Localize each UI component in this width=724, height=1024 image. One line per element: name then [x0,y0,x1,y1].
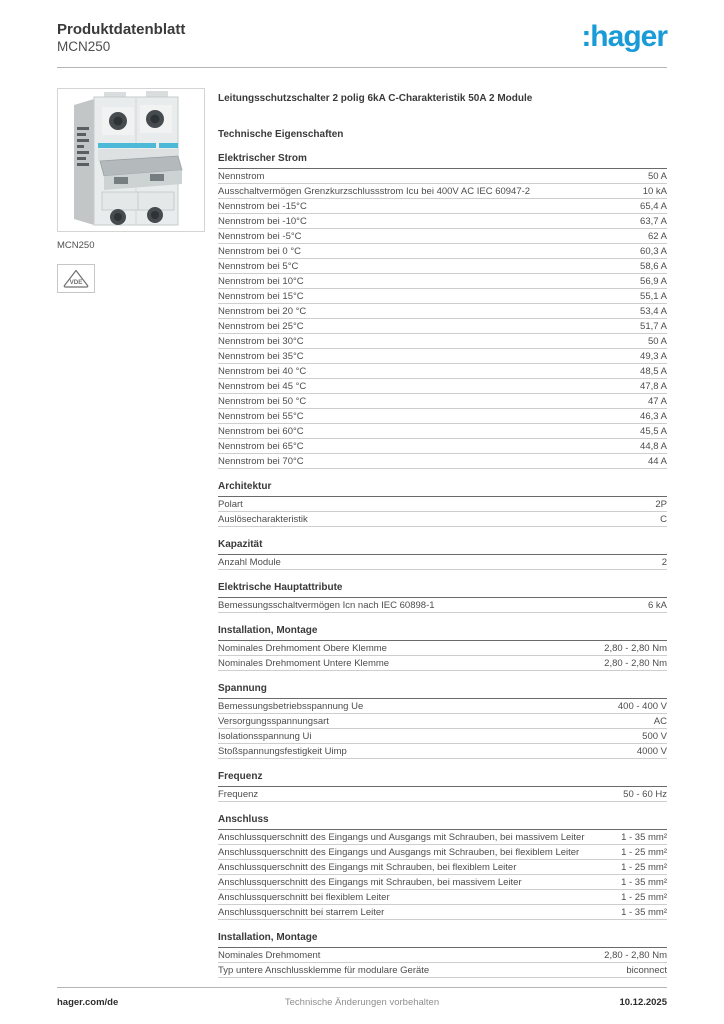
row-value: 58,6 A [640,260,667,272]
table-row [218,184,667,199]
section-heading: Installation, Montage [218,932,667,948]
row-label: Stoßspannungsfestigkeit Uimp [218,745,347,757]
row-label: Anschlussquerschnitt des Eingangs und Ausgangs mit Schrauben, bei massivem Leiter [218,831,585,843]
row-label: Nennstrom bei 15°C [218,290,304,302]
table-row [218,512,667,527]
row-value: 48,5 A [640,365,667,377]
row-value: 44 A [647,455,667,467]
product-code: MCN250 [57,39,111,54]
table-row [218,289,667,304]
row-label: Nennstrom bei 40 °C [218,365,307,377]
row-label: Nennstrom bei 25°C [218,320,304,332]
row-label: Frequenz [218,788,259,800]
row-label: Nominales Drehmoment [218,949,321,961]
row-value: 2,80 - 2,80 Nm [604,642,667,654]
row-label: Nennstrom bei 50 °C [218,395,307,407]
spec-section [218,683,667,759]
row-value: 6 kA [647,599,667,611]
row-label: Nennstrom [218,170,265,182]
row-value: 2,80 - 2,80 Nm [604,657,667,669]
footer-inner [57,997,667,1008]
row-label: Nennstrom bei 5°C [218,260,299,272]
row-label: Nominales Drehmoment Obere Klemme [218,642,387,654]
vde-certification-box [57,264,95,293]
row-value: C [660,513,667,525]
row-value: 1 - 35 mm² [621,831,667,843]
row-label: Nennstrom bei 0 °C [218,245,301,257]
row-label: Auslösecharakteristik [218,513,308,525]
spec-section [218,481,667,527]
section-heading: Anschluss [218,814,667,830]
header-divider [57,67,667,68]
row-label: Anzahl Module [218,556,281,568]
spec-section [218,814,667,920]
row-label: Nennstrom bei 10°C [218,275,304,287]
row-label: Nennstrom bei -10°C [218,215,307,227]
table-row [218,714,667,729]
row-value: 500 V [642,730,667,742]
row-value: 50 A [647,170,667,182]
row-label: Nennstrom bei -15°C [218,200,307,212]
row-value: 4000 V [636,745,667,757]
table-row [218,845,667,860]
hager-logo: :hager [581,20,667,53]
table-row [218,875,667,890]
spec-section [218,153,667,469]
footer-date: 10.12.2025 [619,997,667,1008]
spec-section [218,771,667,802]
product-image-caption: MCN250 [57,240,95,251]
row-label: Nennstrom bei 45 °C [218,380,307,392]
row-value: 50 - 60 Hz [623,788,667,800]
row-value: 60,3 A [640,245,667,257]
row-label: Anschlussquerschnitt bei starrem Leiter [218,906,385,918]
table-row [218,229,667,244]
row-value: 10 kA [642,185,667,197]
row-label: Ausschaltvermögen Grenzkurzschlussstrom Icu bei 400V AC IEC 60947-2 [218,185,531,197]
row-label: Nennstrom bei 65°C [218,440,304,452]
table-row [218,274,667,289]
table-row [218,394,667,409]
row-value: 1 - 35 mm² [621,876,667,888]
row-label: Versorgungsspannungsart [218,715,329,727]
spec-section [218,539,667,570]
section-heading: Spannung [218,683,667,699]
table-row [218,830,667,845]
row-label: Nennstrom bei 55°C [218,410,304,422]
row-label: Anschlussquerschnitt bei flexiblem Leiter [218,891,390,903]
spec-section [218,932,667,978]
row-label: Nennstrom bei 70°C [218,455,304,467]
row-value: 2P [655,498,667,510]
table-row [218,890,667,905]
section-heading: Elektrische Hauptattribute [218,582,667,598]
footer-disclaimer: Technische Änderungen vorbehalten [284,997,440,1008]
row-value: 55,1 A [640,290,667,302]
row-label: Bemessungsschaltvermögen Icn nach IEC 60898-1 [218,599,435,611]
table-row [218,169,667,184]
circuit-breaker-image [58,89,204,231]
row-label: Anschlussquerschnitt des Eingangs mit Schrauben, bei flexiblem Leiter [218,861,517,873]
table-row [218,439,667,454]
table-row [218,860,667,875]
row-value: 62 A [647,230,667,242]
row-value: biconnect [626,964,667,976]
table-row [218,424,667,439]
row-value: 1 - 25 mm² [621,846,667,858]
technical-characteristics-title: Technische Eigenschaften [218,129,344,140]
row-value: 2,80 - 2,80 Nm [604,949,667,961]
table-row [218,729,667,744]
row-label: Polart [218,498,243,510]
row-value: 49,3 A [640,350,667,362]
table-row [218,555,667,570]
row-label: Nennstrom bei -5°C [218,230,302,242]
footer [57,987,667,1008]
product-description-title: Leitungsschutzschalter 2 polig 6kA C-Charakteristik 50A 2 Module [218,93,533,104]
table-row [218,214,667,229]
product-image-box [57,88,205,232]
row-value: 400 - 400 V [617,700,667,712]
row-value: AC [653,715,667,727]
row-label: Bemessungsbetriebsspannung Ue [218,700,364,712]
main-content [218,88,667,978]
row-value: 1 - 35 mm² [621,906,667,918]
spec-sections [218,153,667,978]
row-value: 51,7 A [640,320,667,332]
row-value: 56,9 A [640,275,667,287]
table-row [218,963,667,978]
table-row [218,948,667,963]
table-row [218,334,667,349]
table-row [218,349,667,364]
row-label: Nominales Drehmoment Untere Klemme [218,657,390,669]
row-label: Nennstrom bei 35°C [218,350,304,362]
table-row [218,364,667,379]
table-row [218,598,667,613]
row-label: Anschlussquerschnitt des Eingangs mit Schrauben, bei massivem Leiter [218,876,522,888]
doc-type-title: Produktdatenblatt [57,21,186,38]
spec-section [218,582,667,613]
table-row [218,656,667,671]
row-value: 63,7 A [640,215,667,227]
row-value: 50 A [647,335,667,347]
table-row [218,379,667,394]
table-row [218,304,667,319]
table-row [218,259,667,274]
row-label: Isolationsspannung Ui [218,730,312,742]
spec-section [218,625,667,671]
row-label: Typ untere Anschlussklemme für modulare Geräte [218,964,430,976]
row-value: 44,8 A [640,440,667,452]
row-value: 1 - 25 mm² [621,891,667,903]
table-row [218,199,667,214]
row-value: 1 - 25 mm² [621,861,667,873]
row-label: Anschlussquerschnitt des Eingangs und Ausgangs mit Schrauben, bei flexiblem Leiter [218,846,580,858]
row-value: 65,4 A [640,200,667,212]
row-value: 47,8 A [640,380,667,392]
table-row [218,244,667,259]
row-label: Nennstrom bei 20 °C [218,305,307,317]
row-value: 46,3 A [640,410,667,422]
table-row [218,641,667,656]
table-row [218,497,667,512]
row-value: 45,5 A [640,425,667,437]
table-row [218,744,667,759]
section-heading: Kapazität [218,539,667,555]
header [57,21,667,55]
svg-text:VDE: VDE [69,278,83,286]
table-row [218,319,667,334]
row-label: Nennstrom bei 60°C [218,425,304,437]
section-heading: Installation, Montage [218,625,667,641]
row-value: 47 A [647,395,667,407]
row-value: 2 [661,556,667,568]
table-row [218,409,667,424]
footer-website-link[interactable]: hager.com/de [57,997,119,1008]
table-row [218,454,667,469]
section-heading: Frequenz [218,771,667,787]
table-row [218,787,667,802]
section-heading: Elektrischer Strom [218,153,667,169]
row-value: 53,4 A [640,305,667,317]
table-row [218,699,667,714]
row-label: Nennstrom bei 30°C [218,335,304,347]
left-column [57,88,205,293]
section-heading: Architektur [218,481,667,497]
table-row [218,905,667,920]
vde-triangle-icon [61,268,91,290]
